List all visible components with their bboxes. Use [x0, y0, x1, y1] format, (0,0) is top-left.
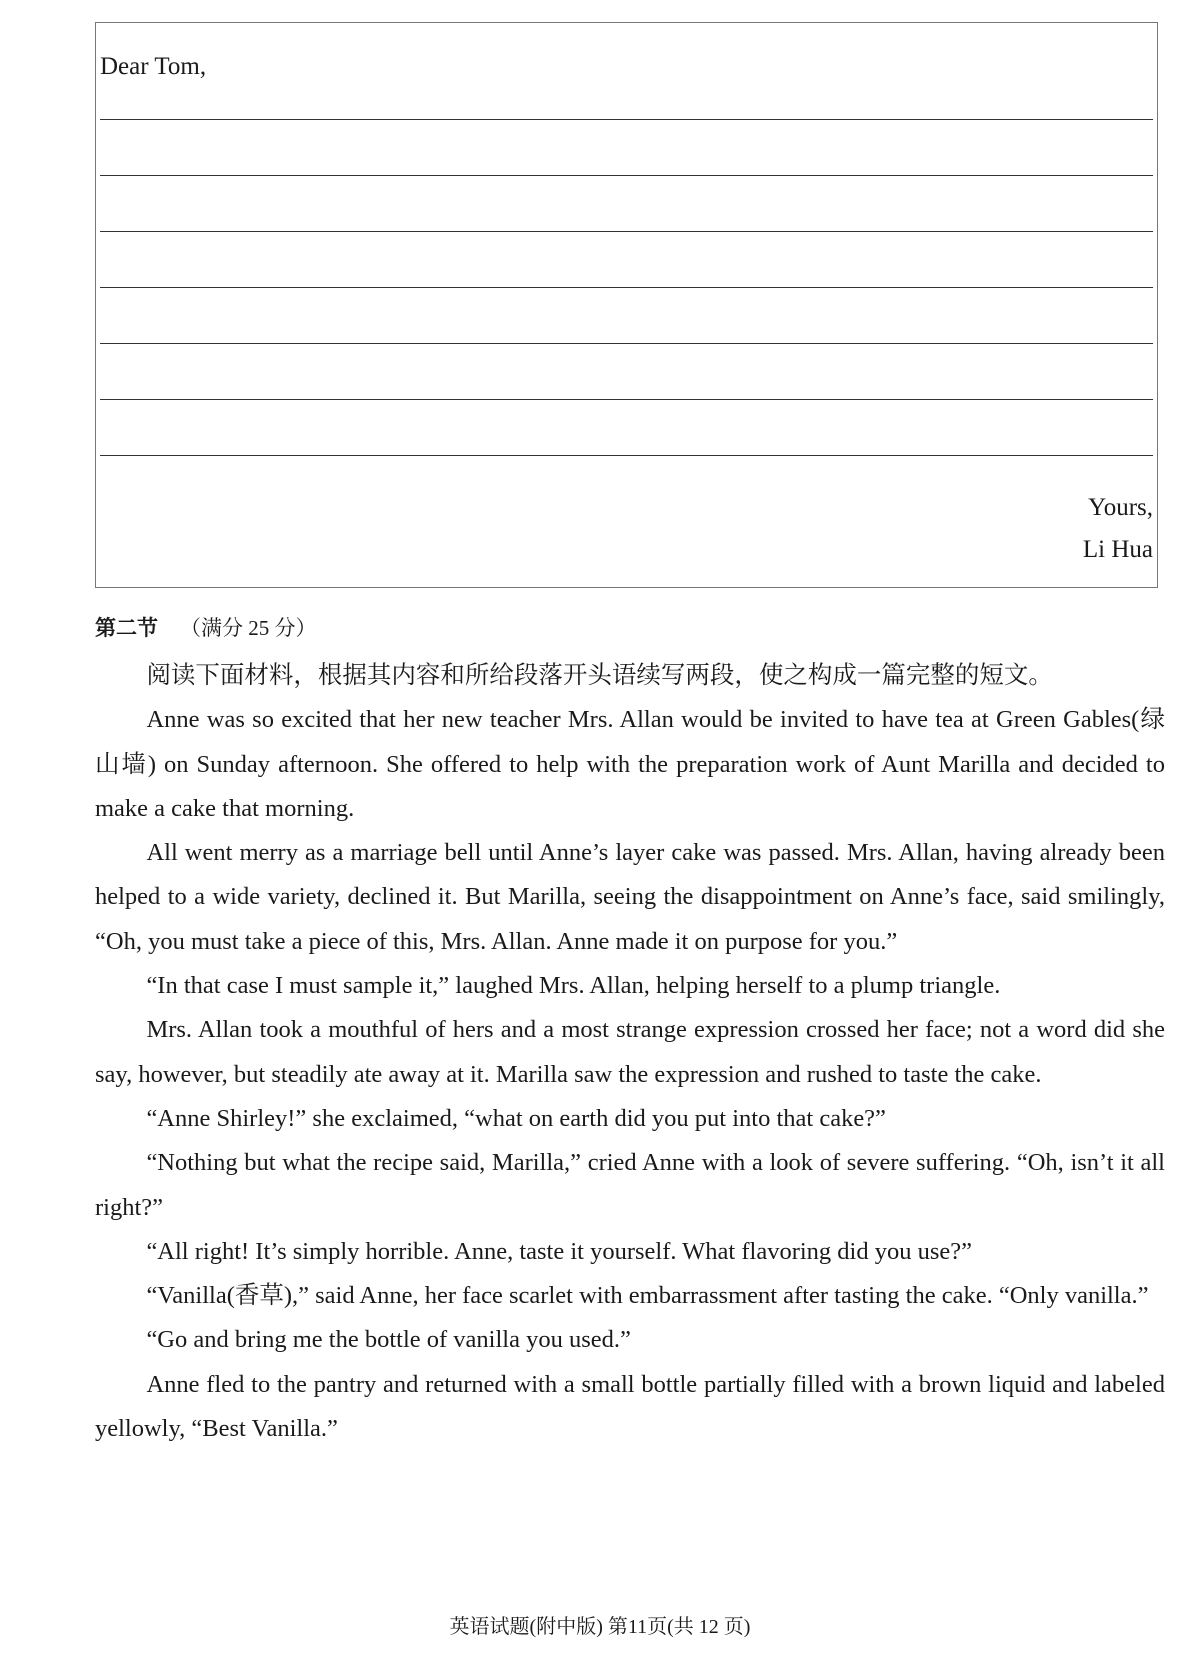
writing-line[interactable]: [100, 455, 1153, 456]
writing-line[interactable]: [100, 287, 1153, 288]
passage-paragraph: Anne was so excited that her new teacher Mrs. Allan would be invited to have tea at Green Gables(绿山墙) on Sunday afternoon. She offered to help with the preparation work of Aunt Marilla and decided to make a cake that morning.: [95, 706, 1165, 822]
writing-line[interactable]: [100, 175, 1153, 176]
passage-paragraph: “Go and bring me the bottle of vanilla you used.”: [146, 1326, 631, 1354]
writing-line[interactable]: [100, 343, 1153, 344]
writing-line[interactable]: [100, 119, 1153, 120]
reading-passage: [95, 654, 1165, 1451]
letter-closing: Yours,: [1088, 494, 1153, 521]
letter-salutation: Dear Tom,: [100, 53, 207, 80]
letter-answer-box: [95, 22, 1158, 588]
section-score: （满分 25 分）: [180, 616, 317, 640]
passage-paragraph: “All right! It’s simply horrible. Anne, taste it yourself. What flavoring did you use?”: [146, 1237, 973, 1265]
letter-signature: Li Hua: [1082, 536, 1153, 563]
passage-paragraph: Mrs. Allan took a mouthful of hers and a most strange expression crossed her face; not a word did she say, however, but steadily ate away at it. Marilla saw the expression and rushed to taste the cake.: [95, 1016, 1165, 1088]
writing-line[interactable]: [100, 399, 1153, 400]
section-title: 第二节: [95, 616, 158, 640]
passage-paragraph: “Nothing but what the recipe said, Marilla,” cried Anne with a look of severe suffering. “Oh, isn’t it all right?”: [95, 1149, 1165, 1221]
section-heading: [95, 612, 317, 642]
passage-paragraph: Anne fled to the pantry and returned with a small bottle partially filled with a brown liquid and labeled yellowly, “Best Vanilla.”: [95, 1370, 1165, 1443]
passage-paragraph: “Vanilla(香草),” said Anne, her face scarlet with embarrassment after tasting the cake. “Only vanilla.”: [146, 1282, 1149, 1310]
writing-line[interactable]: [100, 231, 1153, 232]
passage-paragraph: “In that case I must sample it,” laughed Mrs. Allan, helping herself to a plump triangle.: [146, 972, 1001, 1000]
passage-paragraph: All went merry as a marriage bell until Anne’s layer cake was passed. Mrs. Allan, having already been helped to a wide variety, declined it. But Marilla, seeing the disappointment on Anne’s face, said smilingly, “Oh, you must take a piece of this, Mrs. Allan. Anne made it on purpose for you.”: [95, 839, 1165, 955]
passage-paragraph: “Anne Shirley!” she exclaimed, “what on earth did you put into that cake?”: [146, 1104, 886, 1132]
page-footer: 英语试题(附中版) 第11页(共 12 页): [449, 1616, 751, 1638]
instruction-paragraph: 阅读下面材料，根据其内容和所给段落开头语续写两段，使之构成一篇完整的短文。: [146, 662, 1053, 689]
